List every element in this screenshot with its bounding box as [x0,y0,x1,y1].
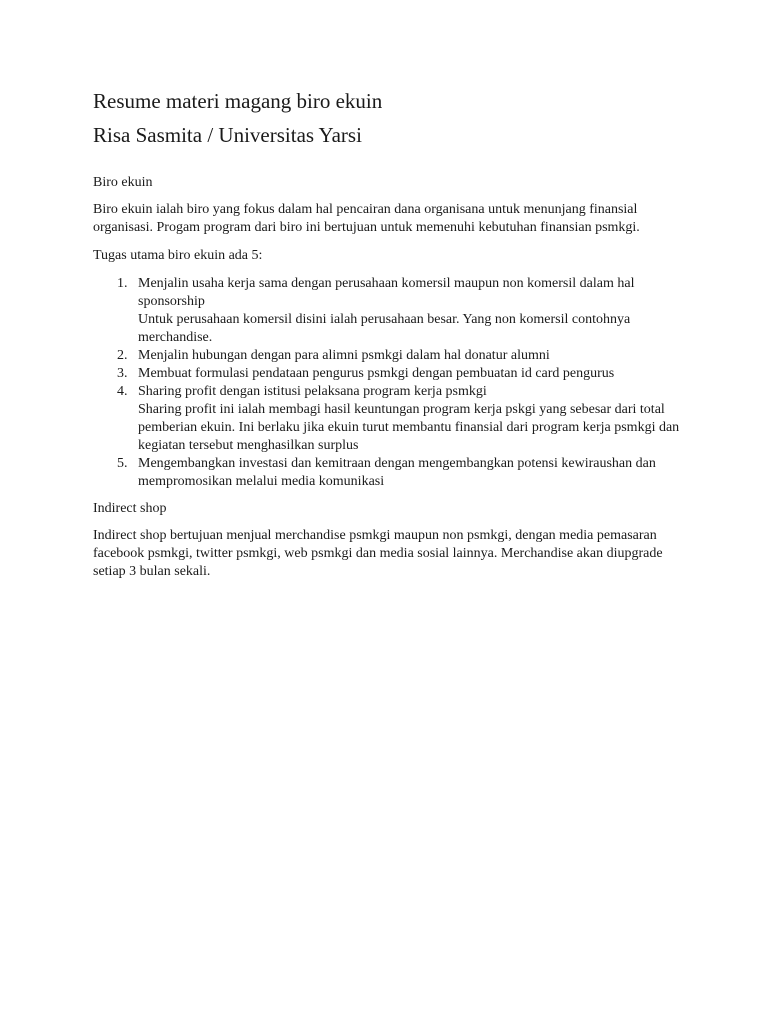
list-item-text: Menjalin usaha kerja sama dengan perusahaan komersil maupun non komersil dalam hal sponsorship [138,276,635,309]
list-item-text: Membuat formulasi pendataan pengurus psmkgi dengan pembuatan id card pengurus [138,366,615,381]
list-item [93,383,683,455]
list-item [93,347,683,365]
tasks-list [93,275,683,491]
list-item-text: Menjalin hubungan dengan para alimni psmkgi dalam hal donatur alumni [138,348,550,363]
section-heading-indirect-shop: Indirect shop [93,501,167,516]
list-item-note: Sharing profit ini ialah membagi hasil keuntungan program kerja pskgi yang sebesar dari total pemberian ekuin. Ini berlaku jika ekuin turut membantu finansial dari program kerja psmkgi dan kegiatan tersebut menghasilkan surplus [138,402,680,453]
list-item [93,455,683,491]
list-item-number: 5. [117,456,128,471]
document-title: Resume materi magang biro ekuin [93,89,383,113]
list-item-number: 4. [117,384,128,399]
list-item-number: 3. [117,366,128,381]
list-item [93,365,683,383]
list-item-text: Mengembangkan investasi dan kemitraan dengan mengembangkan potensi kewiraushan dan mempromosikan melalui media komunikasi [138,456,656,489]
list-item-text: Sharing profit dengan istitusi pelaksana program kerja psmkgi [138,384,487,399]
biro-ekuin-paragraph: Biro ekuin ialah biro yang fokus dalam hal pencairan dana organisana untuk menunjang finansial organisasi. Progam program dari biro ini bertujuan untuk memenuhi kebutuhan finansian psmkgi. [93,202,640,235]
section-heading-biro-ekuin: Biro ekuin [93,175,153,190]
list-item-number: 1. [117,276,128,291]
indirect-shop-paragraph: Indirect shop bertujuan menjual merchandise psmkgi maupun non psmkgi, dengan media pemasaran facebook psmkgi, twitter psmkgi, web psmkgi dan media sosial lainnya. Merchandise akan diupgrade setiap 3 bulan sekali. [93,528,663,579]
author-line: Risa Sasmita / Universitas Yarsi [93,123,362,147]
list-item-number: 2. [117,348,128,363]
document-page [93,86,683,581]
list-item-note: Untuk perusahaan komersil disini ialah perusahaan besar. Yang non komersil contohnya merchandise. [138,312,631,345]
list-item [93,275,683,347]
tasks-intro: Tugas utama biro ekuin ada 5: [93,248,263,263]
